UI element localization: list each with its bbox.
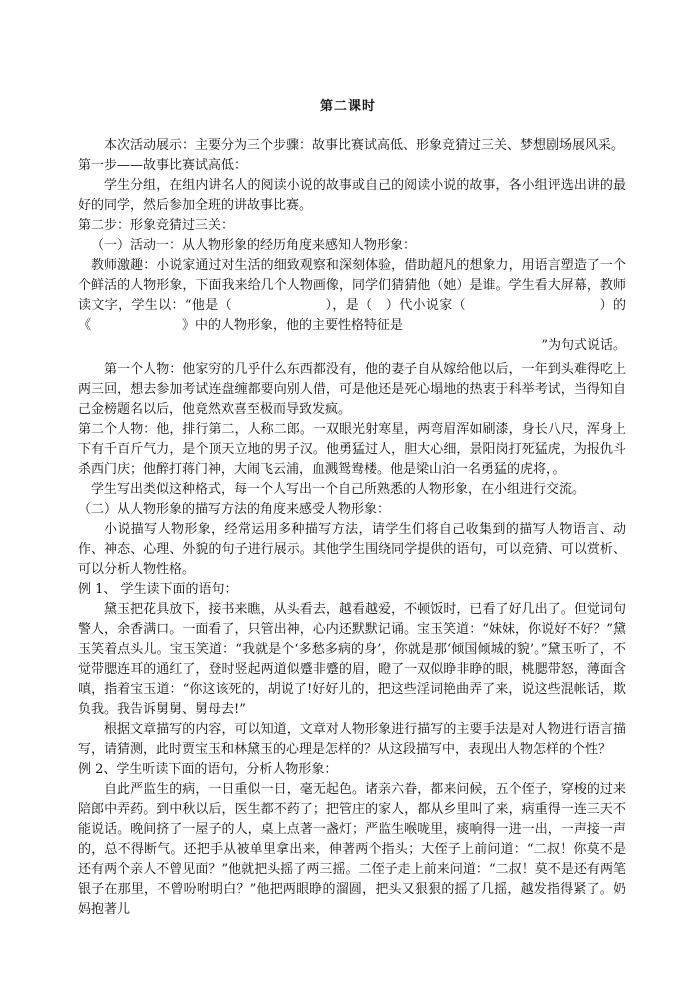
heading-example-two: 例 2、学生听读下面的语句，分析人物形象： [78, 762, 338, 777]
paragraph-example-one-analysis: 根据文章描写的内容，可以知道，文章对人物形象进行描写的主要手法是对人物进行语言描写，请猜测，此时贾宝玉和林黛玉的心理是怎样的？从这段描写中，表现出人物怎样的个性？ [78, 722, 626, 757]
heading-example-one: 例 1、 学生读下面的语句： [78, 582, 238, 597]
paragraph-character-one: 第一个人物：他家穷的几乎什么东西都没有，他的妻子自从嫁给他以后，一年到头难得吃上两三回，想去参加考试连盘缠都要向别人借，可是他还是死心塌地的热衷于科举考试，当得知自己金榜题名以后，他竟然欢喜至极而导致发疯。 [78, 362, 626, 417]
paragraph-character-two: 第二个人物：他，排行第二，人称二郎。一双眼光射寒星，两弯眉浑如刷漆，身长八尺，浑身上下有千百斤气力，是个顶天立地的男子汉。他勇猛过人，胆大心细，景阳岗打死猛虎，为报仇斗杀西门庆；他醉打蒋门神，大闹飞云浦，血溅鸳鸯楼。他是梁山泊一名勇猛的虎将，。 [78, 422, 626, 477]
paragraph-student-writing: 学生写出类似这种格式，每一个人写出一个自己所熟悉的人物形象，在小组进行交流。 [91, 482, 586, 497]
paragraph-teacher-intro: 教师激趣：小说家通过对生活的细致观察和深刻体验，借助超凡的想象力，用语言塑造了一个个鲜活的人物形象，下面我来给几个人物画像，同学们猜猜他（她）是谁。学生看大屏幕，教师读文字，学生以：“他是（ ），是（ ）代小说家（ ）的《 》中的人物形象，他的主要性格特征是 [78, 258, 626, 333]
document-body [78, 136, 626, 920]
paragraph-step-one: 学生分组，在组内讲名人的阅读小说的故事或自己的阅读小说的故事，各小组评选出讲的最好的同学，然后参加全班的讲故事比赛。 [78, 178, 626, 213]
page-title: 第二课时 [319, 99, 376, 114]
paragraph-example-two-text: 自此严监生的病，一日重似一日，毫无起色。诸亲六眷，都来问候，五个侄子，穿梭的过来陪郎中弄药。到中秋以后，医生都不药了；把管庄的家人，都从乡里叫了来，病重得一连三天不能说话。晚间挤了一屋子的人，桌上点著一盏灯；严监生喉咙里，痰响得一进一出，一声接一声的，总不得断气。还把手从被单里拿出来，伸著两个指头；大侄子上前问道：“二叔！你莫不是还有两个亲人不曾见面？”他就把头摇了两三摇。二侄子走上前来问道：“二叔！莫不是还有两笔银子在那里，不曾吩咐明白？”他把两眼睁的溜圆，把头又狠狠的摇了几摇，越发指得紧了。奶妈抱著儿 [78, 782, 626, 917]
paragraph-sentence-pattern-end: ”为句式说话。 [541, 338, 626, 353]
heading-step-two: 第二步：形象竞猜过三关： [78, 218, 235, 233]
paragraph-example-one-text: 黛玉把花具放下，接书来瞧，从头看去，越看越爱，不顿饭时，已看了好几出了。但觉词句警人，余香满口。一面看了，只管出神，心内还默默记诵。宝玉笑道：“妹妹，你说好不好？”黛玉笑着点头儿。宝玉笑道：“我就是个‘多愁多病的身’，你就是那‘倾国倾城的貌’。”黛玉听了，不觉带腮连耳的通红了，登时竖起两道似蹙非蹙的眉，瞪了一双似睁非睁的眼，桃腮带怒，薄面含嗔，指着宝玉道：“你这该死的，胡说了!好好儿的，把这些淫词艳曲弄了来，说这些混帐话，欺负我。我告诉舅舅、舅母去!” [78, 602, 626, 717]
heading-activity-two: （二）从人物形象的描写方法的角度来感受人物形象： [78, 502, 391, 517]
paragraph-description-methods: 小说描写人物形象，经常运用多种描写方法，请学生们将自己收集到的描写人物语言、动作、神态、心理、外貌的句子进行展示。其他学生围绕同学提供的语句，可以竞猜、可以赏析、可以分析人物性格。 [78, 522, 626, 577]
heading-step-one: 第一步——故事比赛试高低： [78, 158, 248, 173]
heading-activity-one: （一）活动一：从人物形象的经历角度来感知人物形象： [91, 238, 417, 253]
paragraph-overview: 本次活动展示：主要分为三个步骤：故事比赛试高低、形象竞猜过三关、梦想剧场展风采。 [104, 138, 625, 153]
